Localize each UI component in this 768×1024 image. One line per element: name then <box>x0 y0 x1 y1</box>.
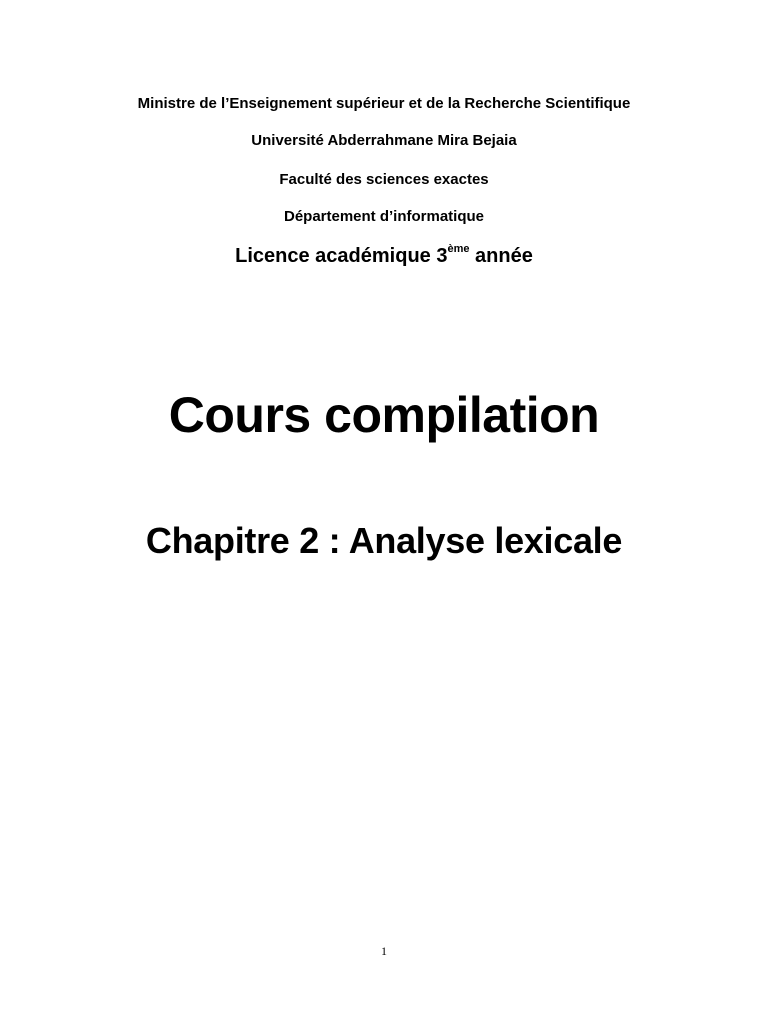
department-heading: Département d’informatique <box>283 208 485 225</box>
level-heading <box>0 245 768 268</box>
level-suffix: année <box>469 245 533 267</box>
course-title: Cours compilation <box>168 387 600 443</box>
page-number: 1 <box>381 944 387 958</box>
university-heading: Université Abderrahmane Mira Bejaia <box>251 132 517 149</box>
chapter-title: Chapitre 2 : Analyse lexicale <box>145 520 623 561</box>
level-superscript: ème <box>447 243 470 255</box>
ministry-heading: Ministre de l’Enseignement supérieur et de la Recherche Scientifique <box>137 95 631 112</box>
level-prefix: Licence académique 3 <box>235 245 448 267</box>
faculty-heading: Faculté des sciences exactes <box>279 171 489 188</box>
